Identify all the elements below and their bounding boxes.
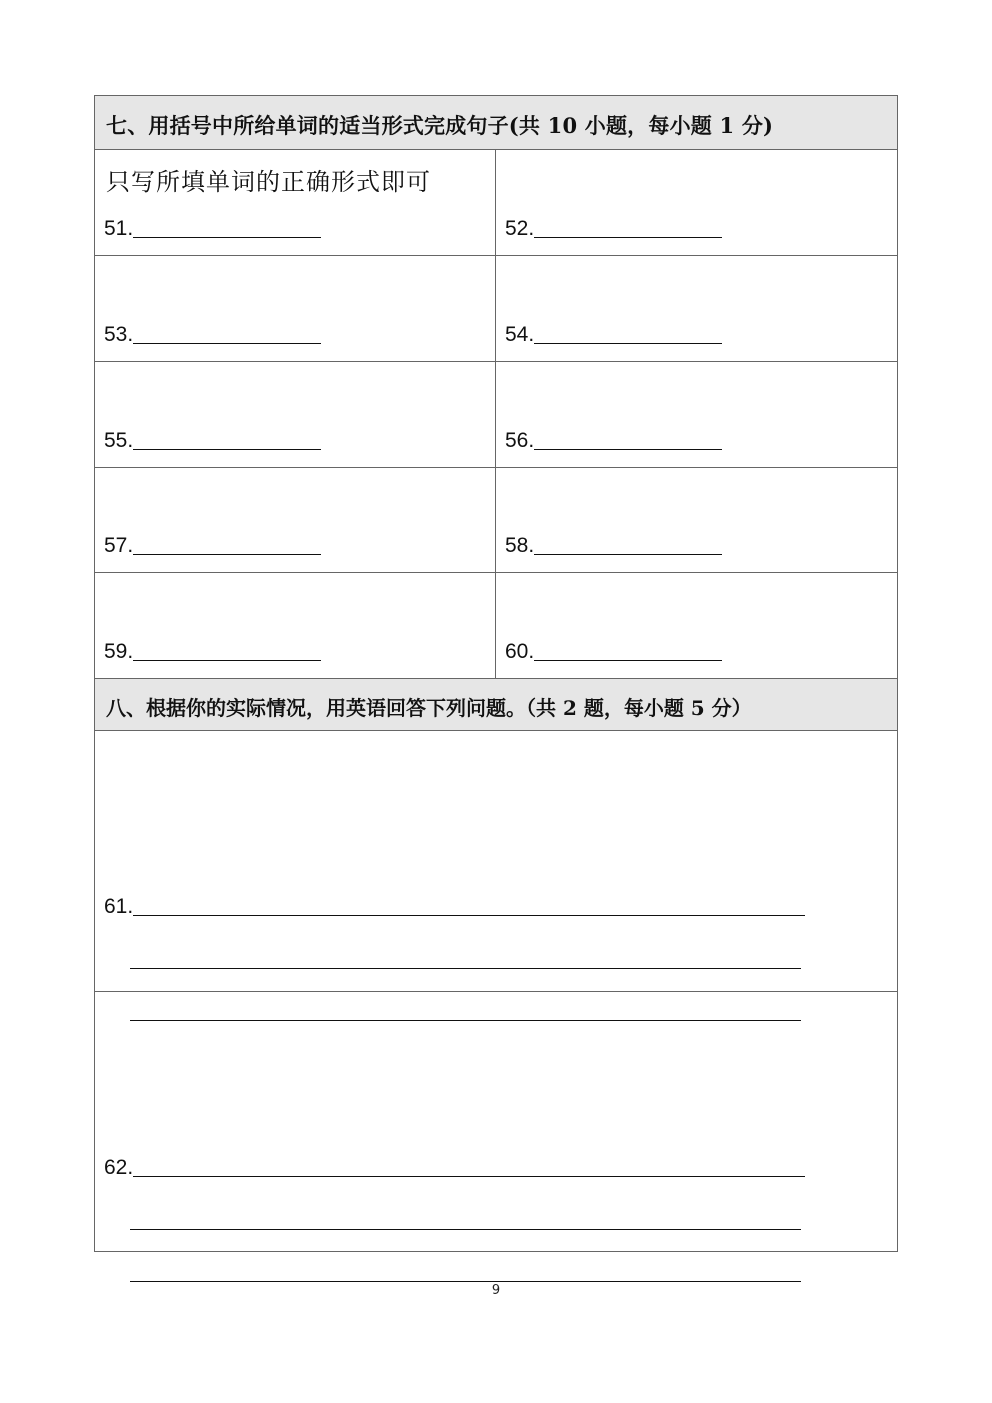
item-number: 62. [104, 1156, 134, 1179]
item-number: 52. [505, 217, 535, 240]
item-number: 59. [104, 640, 134, 663]
section-8-header [95, 678, 897, 731]
answer-blank[interactable] [133, 428, 321, 450]
item-number: 51. [104, 217, 134, 240]
answer-blank[interactable] [130, 1208, 801, 1230]
section-8-title: 八、根据你的实际情况，用英语回答下列问题。（共 2 题，每小题 5 分） [106, 696, 752, 720]
answer-blank[interactable] [133, 639, 321, 661]
section-7-header [95, 96, 897, 150]
answer-blank[interactable] [534, 533, 722, 555]
answer-sheet [94, 95, 898, 1252]
item-number: 54. [505, 323, 535, 346]
answer-blank[interactable] [133, 533, 321, 555]
answer-cell-61 [95, 731, 897, 992]
answer-blank[interactable] [534, 322, 722, 344]
answer-blank[interactable] [534, 216, 722, 238]
answer-line-54[interactable] [505, 322, 722, 347]
item-number: 53. [104, 323, 134, 346]
answer-line-53[interactable] [104, 322, 321, 347]
answer-line-62-2[interactable] [130, 1208, 801, 1233]
answer-line-59[interactable] [104, 639, 321, 664]
answer-cell-51 [95, 150, 496, 256]
answer-cell-54 [496, 256, 897, 362]
answer-cell-55 [95, 362, 496, 468]
answer-line-57[interactable] [104, 533, 321, 558]
answer-cell-56 [496, 362, 897, 468]
answer-cell-59 [95, 573, 496, 678]
answer-line-60[interactable] [505, 639, 722, 664]
answer-cell-52 [496, 150, 897, 256]
answer-line-61[interactable] [104, 894, 805, 919]
answer-line-61-2[interactable] [130, 947, 801, 972]
item-number: 56. [505, 429, 535, 452]
answer-blank[interactable] [130, 947, 801, 969]
item-number: 61. [104, 895, 134, 918]
answer-blank[interactable] [130, 1260, 801, 1282]
answer-blank[interactable] [133, 894, 805, 916]
answer-blank[interactable] [534, 428, 722, 450]
answer-line-55[interactable] [104, 428, 321, 453]
answer-line-62[interactable] [104, 1155, 805, 1180]
answer-line-51[interactable] [104, 216, 321, 241]
answer-blank[interactable] [534, 639, 722, 661]
answer-blank[interactable] [133, 322, 321, 344]
answer-line-62-3[interactable] [130, 1260, 801, 1285]
item-number: 55. [104, 429, 134, 452]
answer-cell-60 [496, 573, 897, 678]
answer-cell-57 [95, 468, 496, 573]
item-number: 57. [104, 534, 134, 557]
answer-cell-62 [95, 992, 897, 1251]
page-number: 9 [491, 1283, 501, 1298]
answer-line-52[interactable] [505, 216, 722, 241]
answer-blank[interactable] [133, 216, 321, 238]
answer-blank[interactable] [133, 1155, 805, 1177]
section-7-title: 七、用括号中所给单词的适当形式完成句子(共 10 小题，每小题 1 分) [106, 113, 774, 138]
item-number: 60. [505, 640, 535, 663]
answer-line-56[interactable] [505, 428, 722, 453]
answer-line-58[interactable] [505, 533, 722, 558]
item-number: 58. [505, 534, 535, 557]
section-7-note: 只写所填单词的正确形式即可 [106, 168, 431, 196]
answer-cell-53 [95, 256, 496, 362]
answer-cell-58 [496, 468, 897, 573]
